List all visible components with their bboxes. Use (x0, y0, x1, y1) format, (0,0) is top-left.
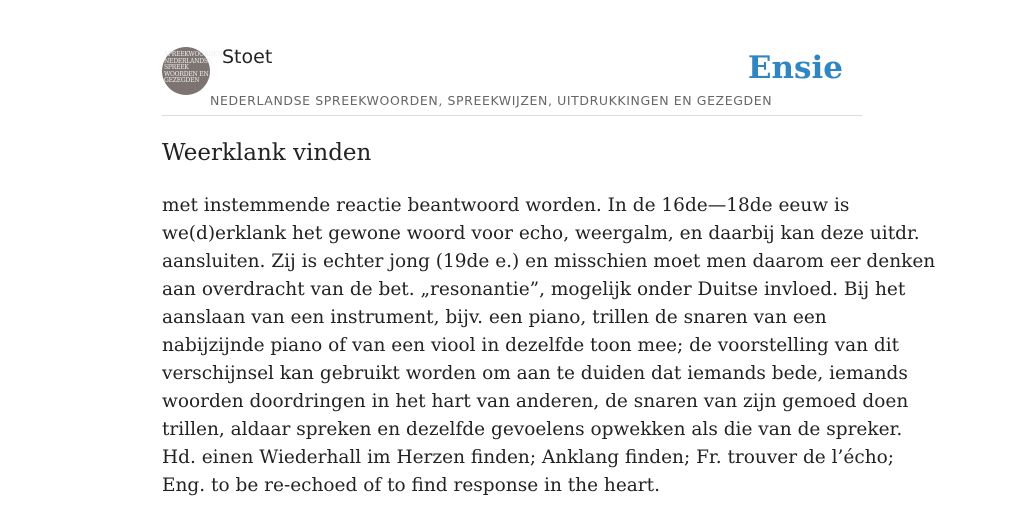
page-title: Weerklank vinden (162, 140, 372, 166)
author-name[interactable]: Stoet (222, 46, 273, 68)
avatar[interactable] (162, 47, 223, 95)
definition-line: aanslaan van een instrument, bijv. een piano, trillen de snaren van een (162, 307, 827, 328)
definition-line: nabijzijnde piano of van een viool in dezelfde toon mee; de voorstelling van dit (162, 335, 900, 356)
definition-line: trillen, aldaar spreken en dezelfde gevoelens opwekken als die van de spreker. (162, 419, 903, 440)
definition-line: we(d)erklank het gewone woord voor echo, weergalm, en daarbij kan deze uitdr. (162, 223, 920, 244)
page-header (162, 44, 862, 116)
definition-line: woorden doordringen in het hart van anderen, de snaren van zijn gemoed doen (162, 391, 909, 412)
avatar-logo-text: SPREEKWOORDEN NEDERLANDSE SPREEK WOORDEN EN GEZEGDEN (164, 51, 223, 84)
definition-line: aan overdracht van de bet. „resonantie”, mogelijk onder Duitse invloed. Bij het (162, 279, 906, 300)
definition-line: aansluiten. Zij is echter jong (19de e.) en misschien moet men daarom eer denken (162, 251, 936, 272)
definition-line: verschijnsel kan gebruikt worden om aan te duiden dat iemands bede, iemands (162, 363, 908, 384)
source-subtitle: NEDERLANDSE SPREEKWOORDEN, SPREEKWIJZEN, UITDRUKKINGEN EN GEZEGDEN (210, 93, 773, 108)
definition-line: met instemmende reactie beantwoord worden. In de 16de—18de eeuw is (162, 195, 850, 216)
definition-text (162, 192, 936, 500)
definition-line: Eng. to be re-echoed of to find response in the heart. (162, 475, 660, 496)
definition-line: Hd. einen Wiederhall im Herzen finden; Anklang finden; Fr. trouver de l’écho; (162, 447, 895, 468)
brand-logo-link[interactable]: Ensie (747, 50, 843, 86)
